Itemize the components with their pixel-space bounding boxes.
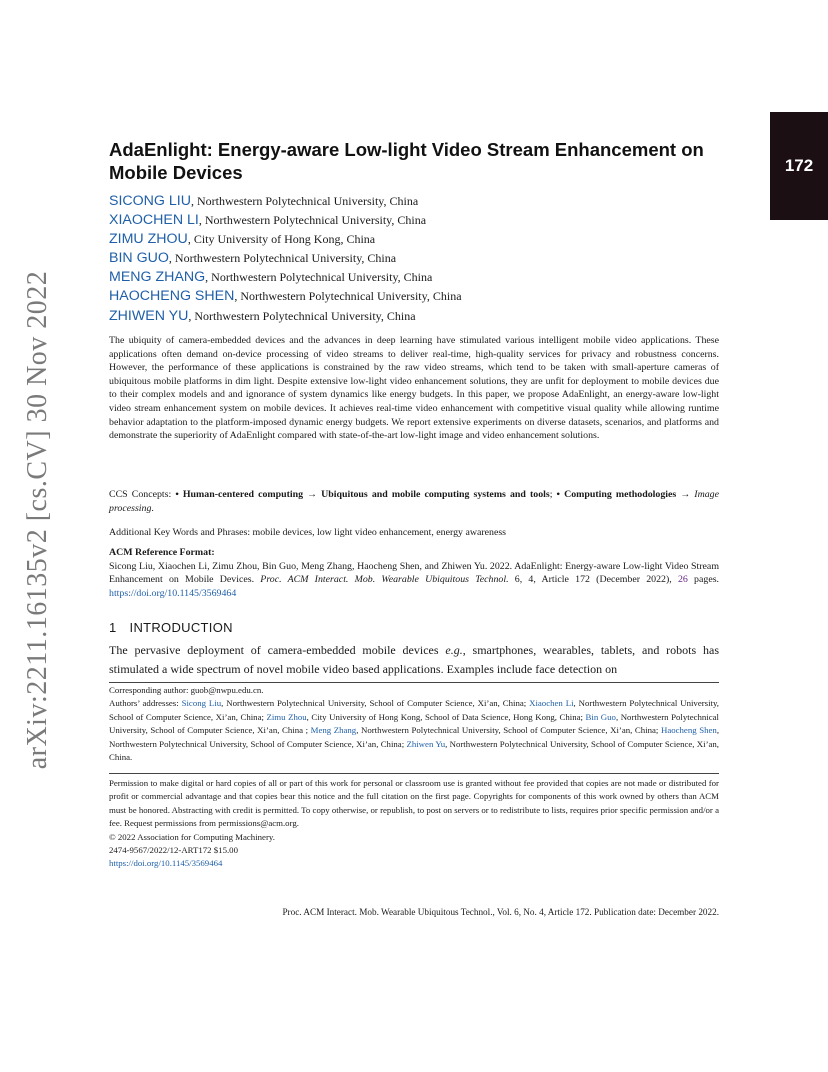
- doi-link[interactable]: https://doi.org/10.1145/3569464: [109, 858, 223, 869]
- authors-addresses: [109, 697, 719, 764]
- author-entry: [109, 230, 729, 249]
- intro-paragraph: [109, 641, 719, 678]
- keywords: Additional Key Words and Phrases: mobile devices, low light video enhancement, energy awareness: [109, 527, 507, 538]
- address-author-link[interactable]: Zhiwen Yu: [406, 738, 446, 749]
- acm-reference-text: pages.: [687, 574, 720, 586]
- permissions-divider: [109, 773, 719, 774]
- author-name[interactable]: ZIMU ZHOU: [109, 231, 188, 248]
- page-footer: Proc. ACM Interact. Mob. Wearable Ubiquitous Technol., Vol. 6, No. 4, Article 172. Publication date: December 2022.: [282, 907, 719, 917]
- abstract: The ubiquity of camera-embedded devices and the advances in deep learning have stimulated various intelligent mobile video applications. These applications often demand on-device processing of video streams to deliver real-time, high-quality services for privacy and robustness concerns. However, the performance of these applications is constrained by the raw video streams, which tend to be taken with small-aperture cameras of ubiquitous mobile platforms in dim light. Despite extensive low-light video enhancement solutions, they are unfit for deployment to mobile devices due to their complex models and and ignorance of system dynamics like energy budgets. In this paper, we propose AdaEnlight, an energy-aware low-light video stream enhancement system on mobile devices. It achieves real-time video enhancement with competitive visual quality while allowing runtime behavior adaptation to the platform-imposed dynamic energy budgets. We report extensive experiments on diverse datasets, scenarios, and platforms and demonstrate the superiority of AdaEnlight compared with state-of-the-art low-light image and video enhancement solutions.: [109, 335, 719, 442]
- acm-reference-text: 6, 4, Article 172 (December 2022),: [508, 574, 678, 586]
- author-affiliation: , City University of Hong Kong, China: [187, 232, 376, 247]
- section-number: 1: [109, 620, 117, 635]
- doi-link[interactable]: https://doi.org/10.1145/3569464: [109, 587, 237, 599]
- address-author-link[interactable]: Meng Zhang: [310, 725, 357, 736]
- address-affiliation: , Northwestern Polytechnical University, School of Computer Science, Xi’an, China;: [356, 725, 661, 736]
- page-count-link[interactable]: 26: [677, 574, 688, 586]
- address-affiliation: , Northwestern Polytechnical University, School of Computer Science, Xi’an, China.: [109, 738, 720, 763]
- author-entry: [109, 249, 729, 268]
- author-name[interactable]: ZHIWEN YU: [109, 307, 189, 324]
- ccs-separator: ;: [549, 489, 557, 500]
- author-affiliation: , Northwestern Polytechnical University, China: [234, 289, 462, 304]
- author-entry: [109, 211, 729, 230]
- corresponding-author-note: Corresponding author: guob@nwpu.edu.cn.: [109, 685, 264, 695]
- address-affiliation: , Northwestern Polytechnical University, School of Computer Science, Xi’an, China ;: [109, 711, 720, 736]
- acm-reference-format: [109, 546, 719, 600]
- arxiv-identifier: arXiv:2211.16135v2 [cs.CV] 30 Nov 2022: [22, 270, 53, 770]
- ccs-concept-2: • Computing methodologies →: [556, 489, 695, 500]
- author-name[interactable]: XIAOCHEN LI: [109, 212, 199, 229]
- intro-text-segment: The pervasive deployment of camera-embedded mobile devices: [109, 643, 446, 657]
- address-author-link[interactable]: Bin Guo: [585, 711, 616, 722]
- acm-reference-body: [109, 560, 719, 601]
- paper-title: AdaEnlight: Energy-aware Low-light Video Stream Enhancement on Mobile Devices: [109, 139, 704, 183]
- author-name[interactable]: HAOCHENG SHEN: [109, 288, 235, 305]
- address-affiliation: , Northwestern Polytechnical University, School of Computer Science, Xi’an, China;: [109, 698, 719, 722]
- section-title: INTRODUCTION: [129, 620, 233, 635]
- address-author-link[interactable]: Sicong Liu: [181, 698, 222, 709]
- author-affiliation: , Northwestern Polytechnical University, China: [191, 194, 419, 208]
- author-name[interactable]: MENG ZHANG: [109, 269, 206, 286]
- author-affiliation: , Northwestern Polytechnical University, China: [205, 270, 433, 285]
- ccs-concept-2-leaf: Image processing: [109, 489, 719, 514]
- author-affiliation: , Northwestern Polytechnical University, China: [198, 213, 427, 228]
- copyright-line: © 2022 Association for Computing Machinery.: [109, 831, 275, 842]
- author-entry: [109, 192, 729, 211]
- section-heading: [109, 620, 233, 635]
- address-author-link[interactable]: Zimu Zhou: [266, 711, 307, 722]
- address-affiliation: , City University of Hong Kong, School of Data Science, Hong Kong, China;: [306, 711, 586, 722]
- acm-reference-text: Sicong Liu, Xiaochen Li, Zimu Zhou, Bin Guo, Meng Zhang, Haocheng Shen, and Zhiwen Yu. 2022. AdaEnlight: Energy-aware Low-light Video Stream Enhancement on Mobile Devices.: [109, 560, 719, 586]
- author-affiliation: , Northwestern Polytechnical University, China: [188, 308, 416, 323]
- addresses-label: Authors’ addresses:: [109, 698, 182, 709]
- issn-line: 2474-9567/2022/12-ART172 $15.00: [109, 845, 238, 856]
- footnote-divider: [109, 682, 719, 683]
- author-name[interactable]: BIN GUO: [109, 250, 169, 267]
- ccs-concept-1: • Human-centered computing → Ubiquitous and mobile computing systems and tools: [175, 489, 550, 500]
- ccs-label: CCS Concepts:: [109, 489, 176, 500]
- author-list: [109, 192, 729, 326]
- address-author-link[interactable]: Xiaochen Li: [529, 698, 574, 709]
- address-author-link[interactable]: Haocheng Shen: [660, 725, 717, 736]
- address-affiliation: , Northwestern Polytechnical University, School of Computer Science, Xi’an, China;: [221, 698, 530, 709]
- author-entry: [109, 307, 729, 326]
- footnotes: [109, 684, 719, 764]
- author-affiliation: , Northwestern Polytechnical University, China: [168, 251, 397, 266]
- intro-eg: e.g.: [445, 643, 463, 657]
- ccs-concepts: [109, 488, 719, 515]
- permissions-text: Permission to make digital or hard copies of all or part of this work for personal or classroom use is granted without fee provided that copies are not made or distributed for profit or commercial advantage and that copies bear this notice and the full citation on the first page. Copyrights for components of this work owned by others than ACM must be honored. Abstracting with credit is permitted. To copy otherwise, or republish, to post on servers or to redistribute to lists, requires prior specific permission and/or a fee. Request permissions from permissions@acm.org.: [109, 778, 719, 829]
- author-name[interactable]: SICONG LIU: [109, 193, 191, 209]
- author-entry: [109, 268, 729, 287]
- acm-reference-journal: Proc. ACM Interact. Mob. Wearable Ubiquitous Technol.: [260, 574, 509, 586]
- author-entry: [109, 287, 729, 306]
- permissions-block: [109, 777, 719, 871]
- ccs-end: .: [151, 502, 154, 514]
- intro-text-segment: , smartphones, wearables, tablets, and robots has stimulated a wide spectrum of novel mobile video based applications. Examples include face detection on: [109, 643, 719, 676]
- acm-reference-heading: ACM Reference Format:: [109, 547, 215, 558]
- article-number-tab: 172: [770, 112, 828, 220]
- address-affiliation: , Northwestern Polytechnical University, School of Computer Science, Xi’an, China;: [109, 725, 720, 749]
